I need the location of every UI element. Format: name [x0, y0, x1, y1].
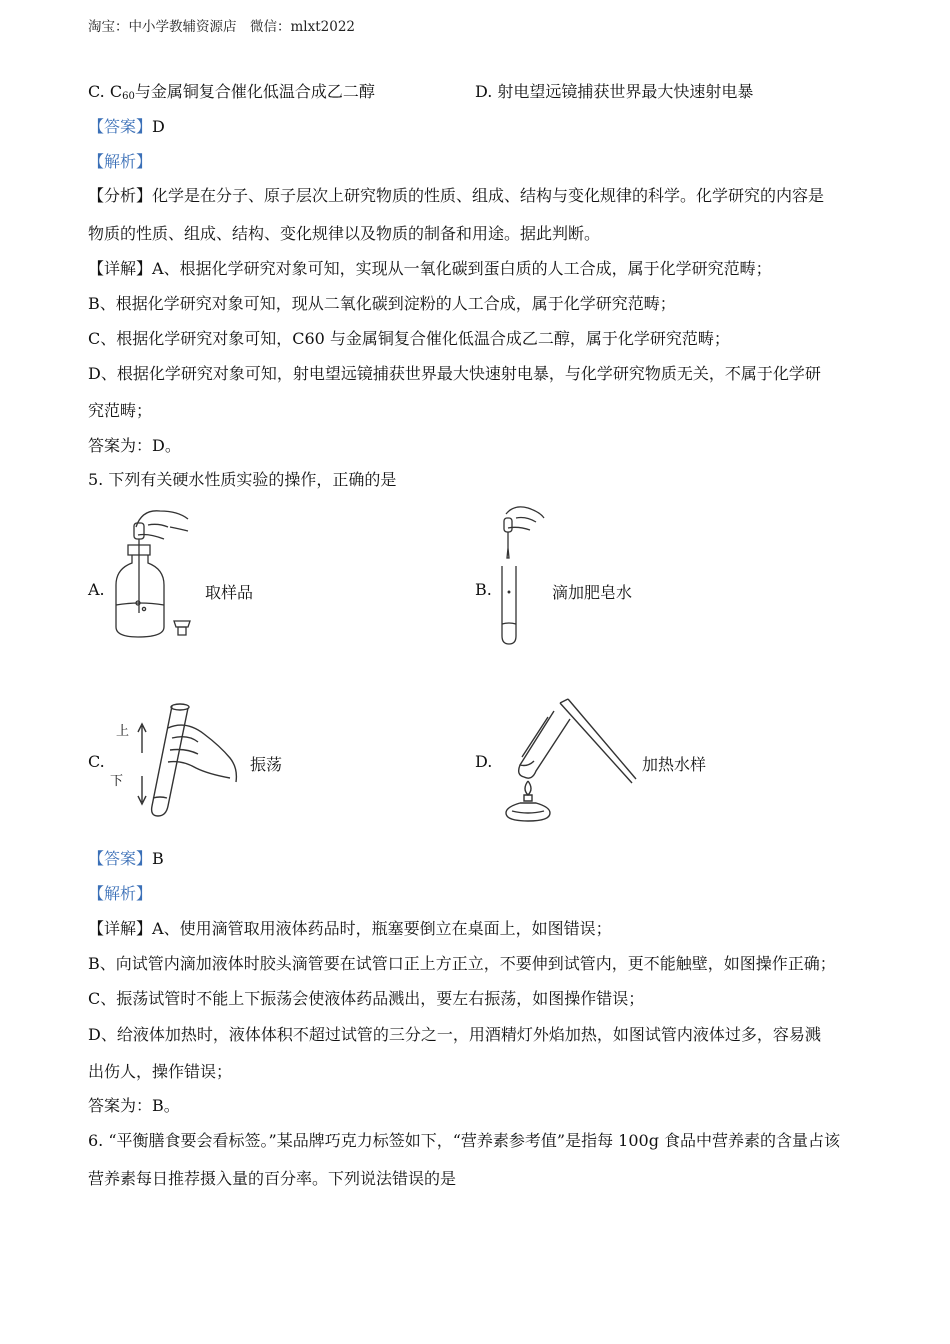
q4-xiangjie-tag: 【详解】: [88, 259, 153, 278]
q5-xiangjie-b: B、向试管内滴加液体时胶头滴管要在试管口正上方正立，不要伸到试管内，更不能触壁，如图操作正确；: [88, 954, 836, 973]
q4-xiangjie-a-text: A、根据化学研究对象可知，实现从一氧化碳到蛋白质的人工合成，属于化学研究范畴；: [152, 259, 772, 278]
q4-fenxi-line2: 物质的性质、组成、结构、变化规律以及物质的制备和用途。据此判断。: [88, 224, 601, 243]
q5-stem: 5. 下列有关硬水性质实验的操作，正确的是: [88, 470, 397, 489]
q5-option-c-caption: 振荡: [250, 755, 283, 774]
q5-xiangjie-d2: 出伤人，操作错误；: [88, 1062, 233, 1081]
q4-xiangjie-d1: D、根据化学研究对象可知，射电望远镜捕获世界最大快速射电暴，与化学研究物质无关，不属于化学研: [88, 364, 821, 383]
q5-option-d-caption: 加热水样: [642, 755, 707, 774]
q5-xiangjie-c: C、振荡试管时不能上下振荡会使液体药品溅出，要左右振荡，如图操作错误；: [88, 989, 645, 1008]
q5-option-b-letter: B.: [475, 580, 492, 599]
q4-conclusion: 答案为：D。: [88, 436, 181, 455]
q5-option-a-letter: A.: [88, 580, 105, 599]
dropper-test-tube-icon: [496, 502, 548, 647]
alcohol-lamp-heating-icon: [498, 695, 638, 823]
q5-option-a-caption: 取样品: [205, 583, 254, 602]
q5-option-c-letter: C.: [88, 752, 105, 771]
q4-xiangjie-b: B、根据化学研究对象可知，现从二氧化碳到淀粉的人工合成，属于化学研究范畴；: [88, 294, 676, 313]
q4-answer-value: D: [152, 117, 165, 136]
q5-option-d-letter: D.: [475, 752, 493, 771]
q5-answer-value: B: [152, 849, 164, 868]
dropper-bottle-icon: [108, 505, 200, 645]
q5-conclusion: 答案为：B。: [88, 1096, 180, 1115]
q5-xiangjie-tag: 【详解】: [88, 919, 153, 938]
q4-answer-tag: 【答案】: [88, 117, 153, 136]
q4-option-c-prefix: C. C: [88, 82, 123, 101]
q4-option-c: [88, 82, 375, 107]
q4-fenxi-line1: [88, 186, 824, 206]
q5-xiangjie-a: [88, 919, 612, 939]
q4-xiangjie-c: C、根据化学研究对象可知，C60 与金属铜复合催化低温合成乙二醇，属于化学研究范畴；: [88, 329, 730, 348]
q4-xiangjie-d2: 究范畴；: [88, 401, 153, 420]
q5-answer-tag: 【答案】: [88, 849, 153, 868]
q4-answer: [88, 117, 165, 137]
q6-stem-line1: 6. “平衡膳食要会看标签。”某品牌巧克力标签如下，“营养素参考值”是指每 100g 食品中营养素的含量占该: [88, 1131, 841, 1150]
q6-stem-line2: 营养素每日推荐摄入量的百分率。下列说法错误的是: [88, 1169, 457, 1188]
q4-option-c-subscript: 60: [122, 91, 135, 102]
q4-option-d: D. 射电望远镜捕获世界最大快速射电暴: [475, 82, 754, 101]
arrow-up-label: 上: [116, 724, 130, 739]
q4-fenxi-tag: 【分析】: [88, 186, 153, 205]
q5-xiangjie-d1: D、给液体加热时，液体体积不超过试管的三分之一，用酒精灯外焰加热，如图试管内液体过多，容易溅: [88, 1025, 821, 1044]
q4-xiangjie-a: [88, 259, 772, 279]
q5-analysis-tag: 【解析】: [88, 884, 153, 903]
q5-xiangjie-a-text: A、使用滴管取用液体药品时，瓶塞要倒立在桌面上，如图错误；: [152, 919, 612, 938]
q4-fenxi-text1: 化学是在分子、原子层次上研究物质的性质、组成、结构与变化规律的科学。化学研究的内容是: [152, 186, 825, 205]
q4-analysis-tag: 【解析】: [88, 152, 153, 171]
shaking-test-tube-icon: [112, 698, 247, 823]
q5-answer: [88, 849, 164, 869]
q5-option-b-caption: 滴加肥皂水: [552, 583, 633, 602]
q4-option-c-text: 与金属铜复合催化低温合成乙二醇: [134, 82, 375, 101]
arrow-down-label: 下: [110, 774, 124, 789]
page-header: 淘宝：中小学教辅资源店 微信：mlxt2022: [88, 19, 356, 35]
